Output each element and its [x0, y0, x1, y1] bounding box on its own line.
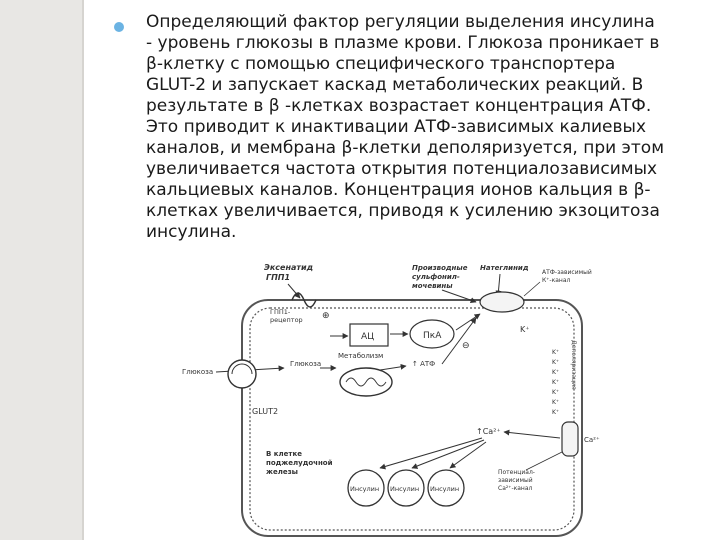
- svg-text:K⁺: K⁺: [552, 399, 560, 406]
- svg-text:Инсулин: Инсулин: [390, 485, 420, 493]
- glp1-receptor-label-1: ГПП1-: [270, 308, 291, 316]
- ca-to-insulin-arrow-1: [380, 438, 482, 468]
- katp-channel-shape: [480, 292, 524, 312]
- sulfonylurea-label-1: Производные: [412, 264, 468, 272]
- metabolism-label: Метаболизм: [338, 352, 384, 360]
- ca-influx-arrow: [504, 432, 560, 438]
- svg-text:K⁺: K⁺: [552, 409, 560, 416]
- paragraph-line: - уровень глюкозы в плазме крови. Глюкоза проникает в: [146, 33, 660, 53]
- paragraph: [146, 12, 694, 243]
- minus-sign: ⊖: [462, 341, 470, 351]
- k-ion-label: K⁺: [520, 325, 530, 334]
- k-ion-column: [552, 349, 559, 416]
- ca-inside-label: ↑Ca²⁺: [476, 427, 501, 436]
- slide-sidebar: [0, 0, 82, 540]
- ca-channel-shape: [562, 422, 578, 456]
- svg-text:K⁺: K⁺: [552, 369, 560, 376]
- cell-label-3: железы: [266, 468, 298, 476]
- paragraph-line: кальциевых каналов. Концентрация ионов кальция в β-: [146, 180, 651, 200]
- slide-sidebar-edge: [82, 0, 84, 540]
- svg-text:Инсулин: Инсулин: [430, 485, 460, 493]
- glucose-inside-label: Глюкоза: [290, 360, 322, 368]
- nateglinide-label: Натеглинид: [480, 264, 529, 272]
- ca-channel-label-3: Ca²⁺-канал: [498, 485, 533, 492]
- ca-to-insulin-arrow-2: [412, 440, 484, 468]
- pka-label: ПкА: [423, 331, 442, 341]
- pka-to-katp-arrow: [456, 314, 480, 330]
- glp1-label: ГПП1: [266, 273, 291, 282]
- ca-channel-pointer: [526, 452, 562, 470]
- paragraph-line: клетках увеличивается, приводя к усилению экзоцитоза: [146, 201, 660, 221]
- paragraph-line: увеличивается частота открытия потенциалозависимых: [146, 159, 658, 179]
- svg-text:Инсулин: Инсулин: [350, 485, 380, 493]
- sulfonylurea-label-3: мочевины: [412, 282, 453, 290]
- bullet-icon: [114, 22, 124, 32]
- glp1-receptor-label-2: рецептор: [270, 316, 303, 324]
- katp-label-2: К⁺-канал: [542, 277, 571, 284]
- paragraph-line: GLUT-2 и запускает каскад метаболических реакций. В: [146, 75, 644, 95]
- paragraph-line: инсулина.: [146, 222, 237, 242]
- atp-label: ↑ АТФ: [412, 360, 436, 368]
- beta-cell-diagram: [180, 262, 610, 540]
- cell-label-1: В клетке: [266, 450, 302, 458]
- insulin-granule: [428, 470, 464, 506]
- insulin-granule: [348, 470, 384, 506]
- svg-text:K⁺: K⁺: [552, 359, 560, 366]
- cell-label-2: поджелудочной: [266, 459, 333, 467]
- ac-label: АЦ: [361, 332, 375, 342]
- svg-text:K⁺: K⁺: [552, 389, 560, 396]
- ca-channel-label-2: зависимый: [498, 477, 533, 484]
- paragraph-line: Определяющий фактор регуляции выделения инсулина: [146, 12, 655, 32]
- katp-label-1: АТФ-зависимый: [542, 269, 592, 276]
- plus-sign: ⊕: [322, 311, 330, 321]
- katp-pointer-line: [524, 282, 540, 296]
- insulin-granule: [388, 470, 424, 506]
- ca-outside-label: Ca²⁺: [584, 436, 600, 444]
- paragraph-line: β-клетку с помощью специфического транспортера: [146, 54, 616, 74]
- paragraph-line: Это приводит к инактивации АТФ-зависимых калиевых: [146, 117, 647, 137]
- depolarization-label: Деполяризация: [570, 340, 577, 390]
- ca-channel-label-1: Потенциал-: [498, 469, 535, 476]
- paragraph-line: результате в β -клетках возрастает концентрация АТФ.: [146, 96, 652, 116]
- metabolism-to-atp-arrow: [380, 366, 406, 370]
- sulfonylurea-label-2: сульфонил-: [412, 273, 460, 281]
- exenatide-label: Эксенатид: [264, 263, 314, 272]
- svg-text:K⁺: K⁺: [552, 349, 560, 356]
- glut2-label: GLUT2: [252, 407, 279, 416]
- paragraph-line: каналов, и мембрана β-клетки деполяризуется, при этом: [146, 138, 665, 158]
- glucose-outside-label: Глюкоза: [182, 368, 214, 376]
- svg-text:K⁺: K⁺: [552, 379, 560, 386]
